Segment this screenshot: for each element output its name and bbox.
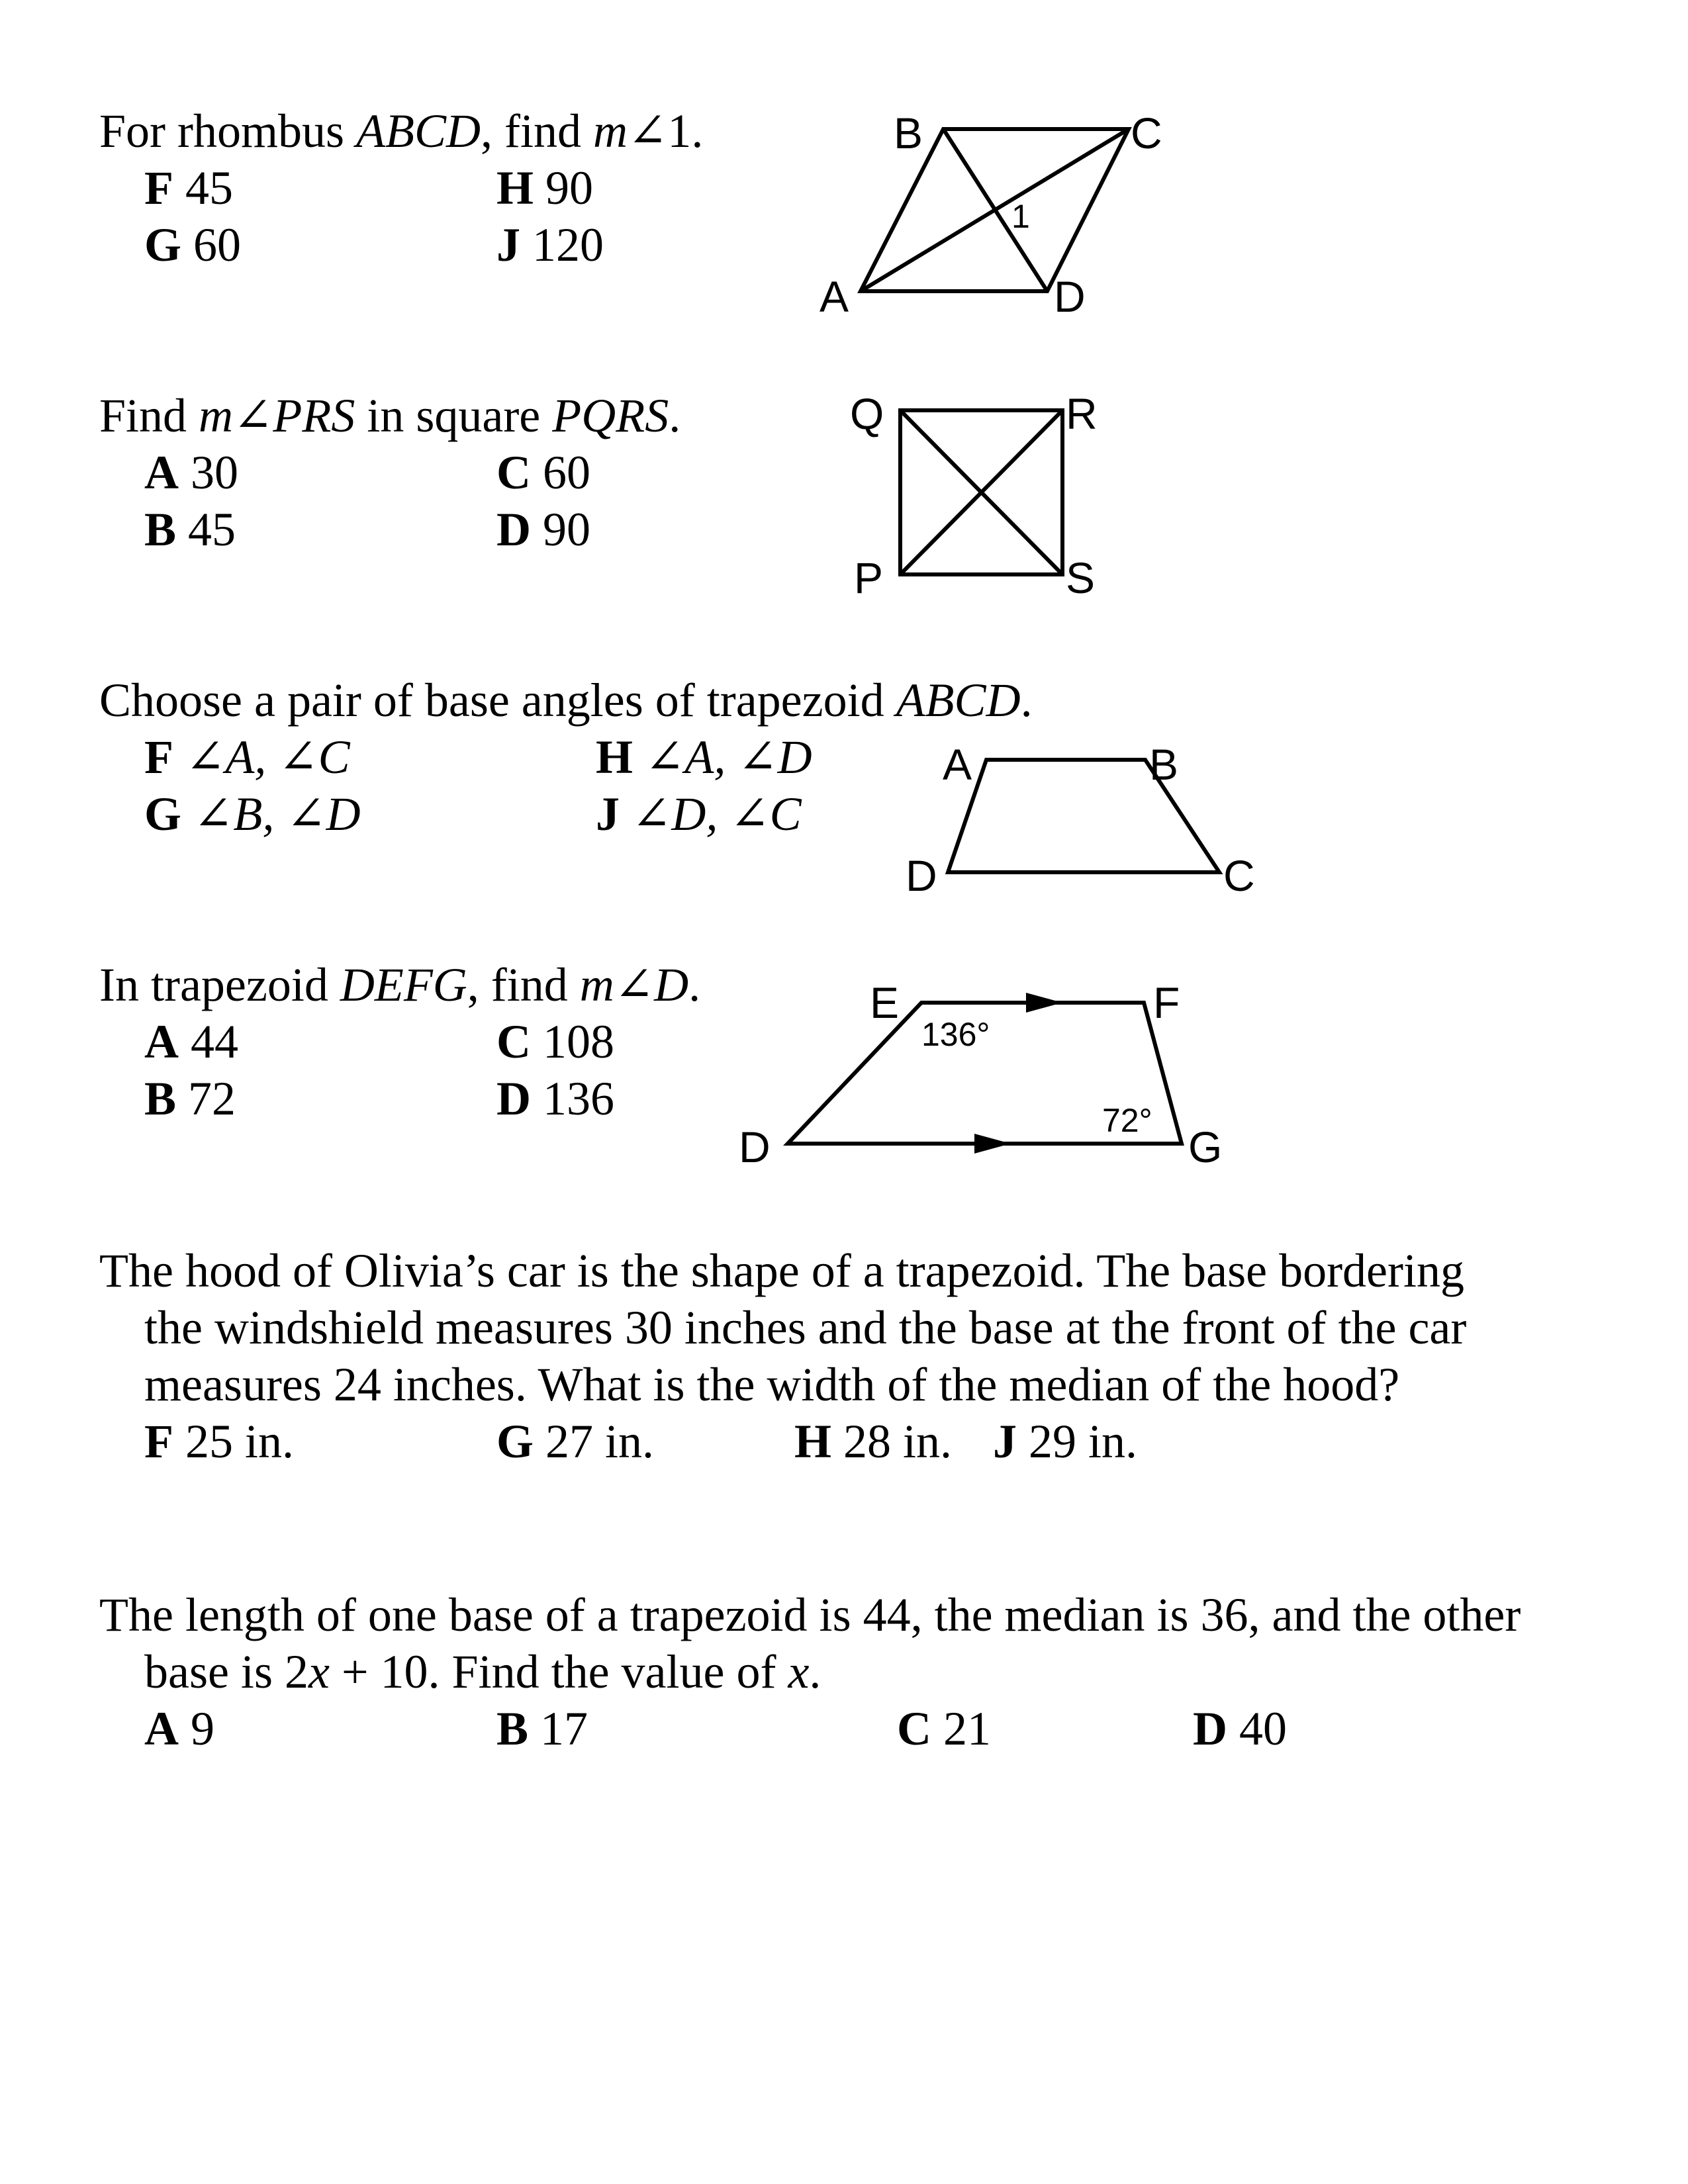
rhombus-label-c: C <box>1131 109 1162 158</box>
q3-prompt: Choose a pair of base angles of trapezoid ABCD. <box>99 674 1033 727</box>
trapezoid-abcd-label-b: B <box>1149 740 1179 789</box>
angle-e-label: 136° <box>921 1016 990 1053</box>
q4-prompt: In trapezoid DEFG, find m∠D. <box>99 958 701 1011</box>
q1-choice-j: J 120 <box>496 218 604 271</box>
q5-prompt-line2: the windshield measures 30 inches and the base at the front of the car <box>144 1301 1467 1354</box>
q3-choice-f: F ∠A, ∠C <box>144 731 350 784</box>
q3-choice-h: H ∠A, ∠D <box>596 731 812 784</box>
trapezoid-abcd-label-c: C <box>1223 851 1255 900</box>
q2-choice-d: D 90 <box>496 503 590 556</box>
q6-prompt-line2: base is 2x + 10. Find the value of x. <box>144 1645 821 1698</box>
q6-choice-a: A 9 <box>144 1702 214 1755</box>
trapezoid-abcd-label-a: A <box>943 740 972 789</box>
trapezoid-defg-label-f: F <box>1153 978 1180 1027</box>
q6-prompt-line1: The length of one base of a trapezoid is 44, the median is 36, and the other <box>99 1588 1521 1641</box>
parallel-arrow-bottom <box>974 1134 1011 1154</box>
rhombus-label-b: B <box>894 109 923 158</box>
rhombus-angle-1-label: 1 <box>1011 198 1030 235</box>
trapezoid-defg-label-e: E <box>870 978 900 1027</box>
q2-choice-b: B 45 <box>144 503 236 556</box>
q1-choice-g: G 60 <box>144 218 242 271</box>
square-label-p: P <box>854 553 884 602</box>
q2-prompt: Find m∠PRS in square PQRS. <box>99 389 681 442</box>
q1-choice-h: H 90 <box>496 161 594 214</box>
square-label-s: S <box>1066 553 1096 602</box>
q6-choice-b: B 17 <box>496 1702 588 1755</box>
q4-choice-c: C 108 <box>496 1015 614 1068</box>
q5-choice-j: J 29 in. <box>993 1415 1138 1468</box>
q1-prompt: For rhombus ABCD, find m∠1. <box>99 105 704 158</box>
trapezoid-defg-label-g: G <box>1188 1122 1223 1171</box>
q3-choice-j: J ∠D, ∠C <box>596 788 802 841</box>
q5-choice-h: H 28 in. <box>794 1415 953 1468</box>
q2-choice-a: A 30 <box>144 446 238 499</box>
q5-choice-f: F 25 in. <box>144 1415 294 1468</box>
q6-choice-c: C 21 <box>897 1702 991 1755</box>
trapezoid-defg-label-d: D <box>739 1122 771 1171</box>
q4-choice-b: B 72 <box>144 1072 236 1125</box>
square-label-q: Q <box>850 389 884 438</box>
angle-g-label: 72° <box>1102 1102 1152 1139</box>
q5-prompt-line3: measures 24 inches. What is the width of the median of the hood? <box>144 1358 1400 1411</box>
q1-choice-f: F 45 <box>144 161 233 214</box>
q5-choice-g: G 27 in. <box>496 1415 655 1468</box>
rhombus-label-d: D <box>1054 272 1086 321</box>
q4-choice-d: D 136 <box>496 1072 614 1125</box>
q5-prompt-line1: The hood of Olivia’s car is the shape of a trapezoid. The base bordering <box>99 1244 1464 1297</box>
q2-choice-c: C 60 <box>496 446 590 499</box>
q6-choice-d: D 40 <box>1193 1702 1287 1755</box>
q4-choice-a: A 44 <box>144 1015 238 1068</box>
rhombus-label-a: A <box>820 272 849 321</box>
q3-choice-g: G ∠B, ∠D <box>144 788 361 841</box>
parallel-arrow-top <box>1026 993 1062 1013</box>
trapezoid-abcd-label-d: D <box>906 851 937 900</box>
square-label-r: R <box>1066 389 1098 438</box>
